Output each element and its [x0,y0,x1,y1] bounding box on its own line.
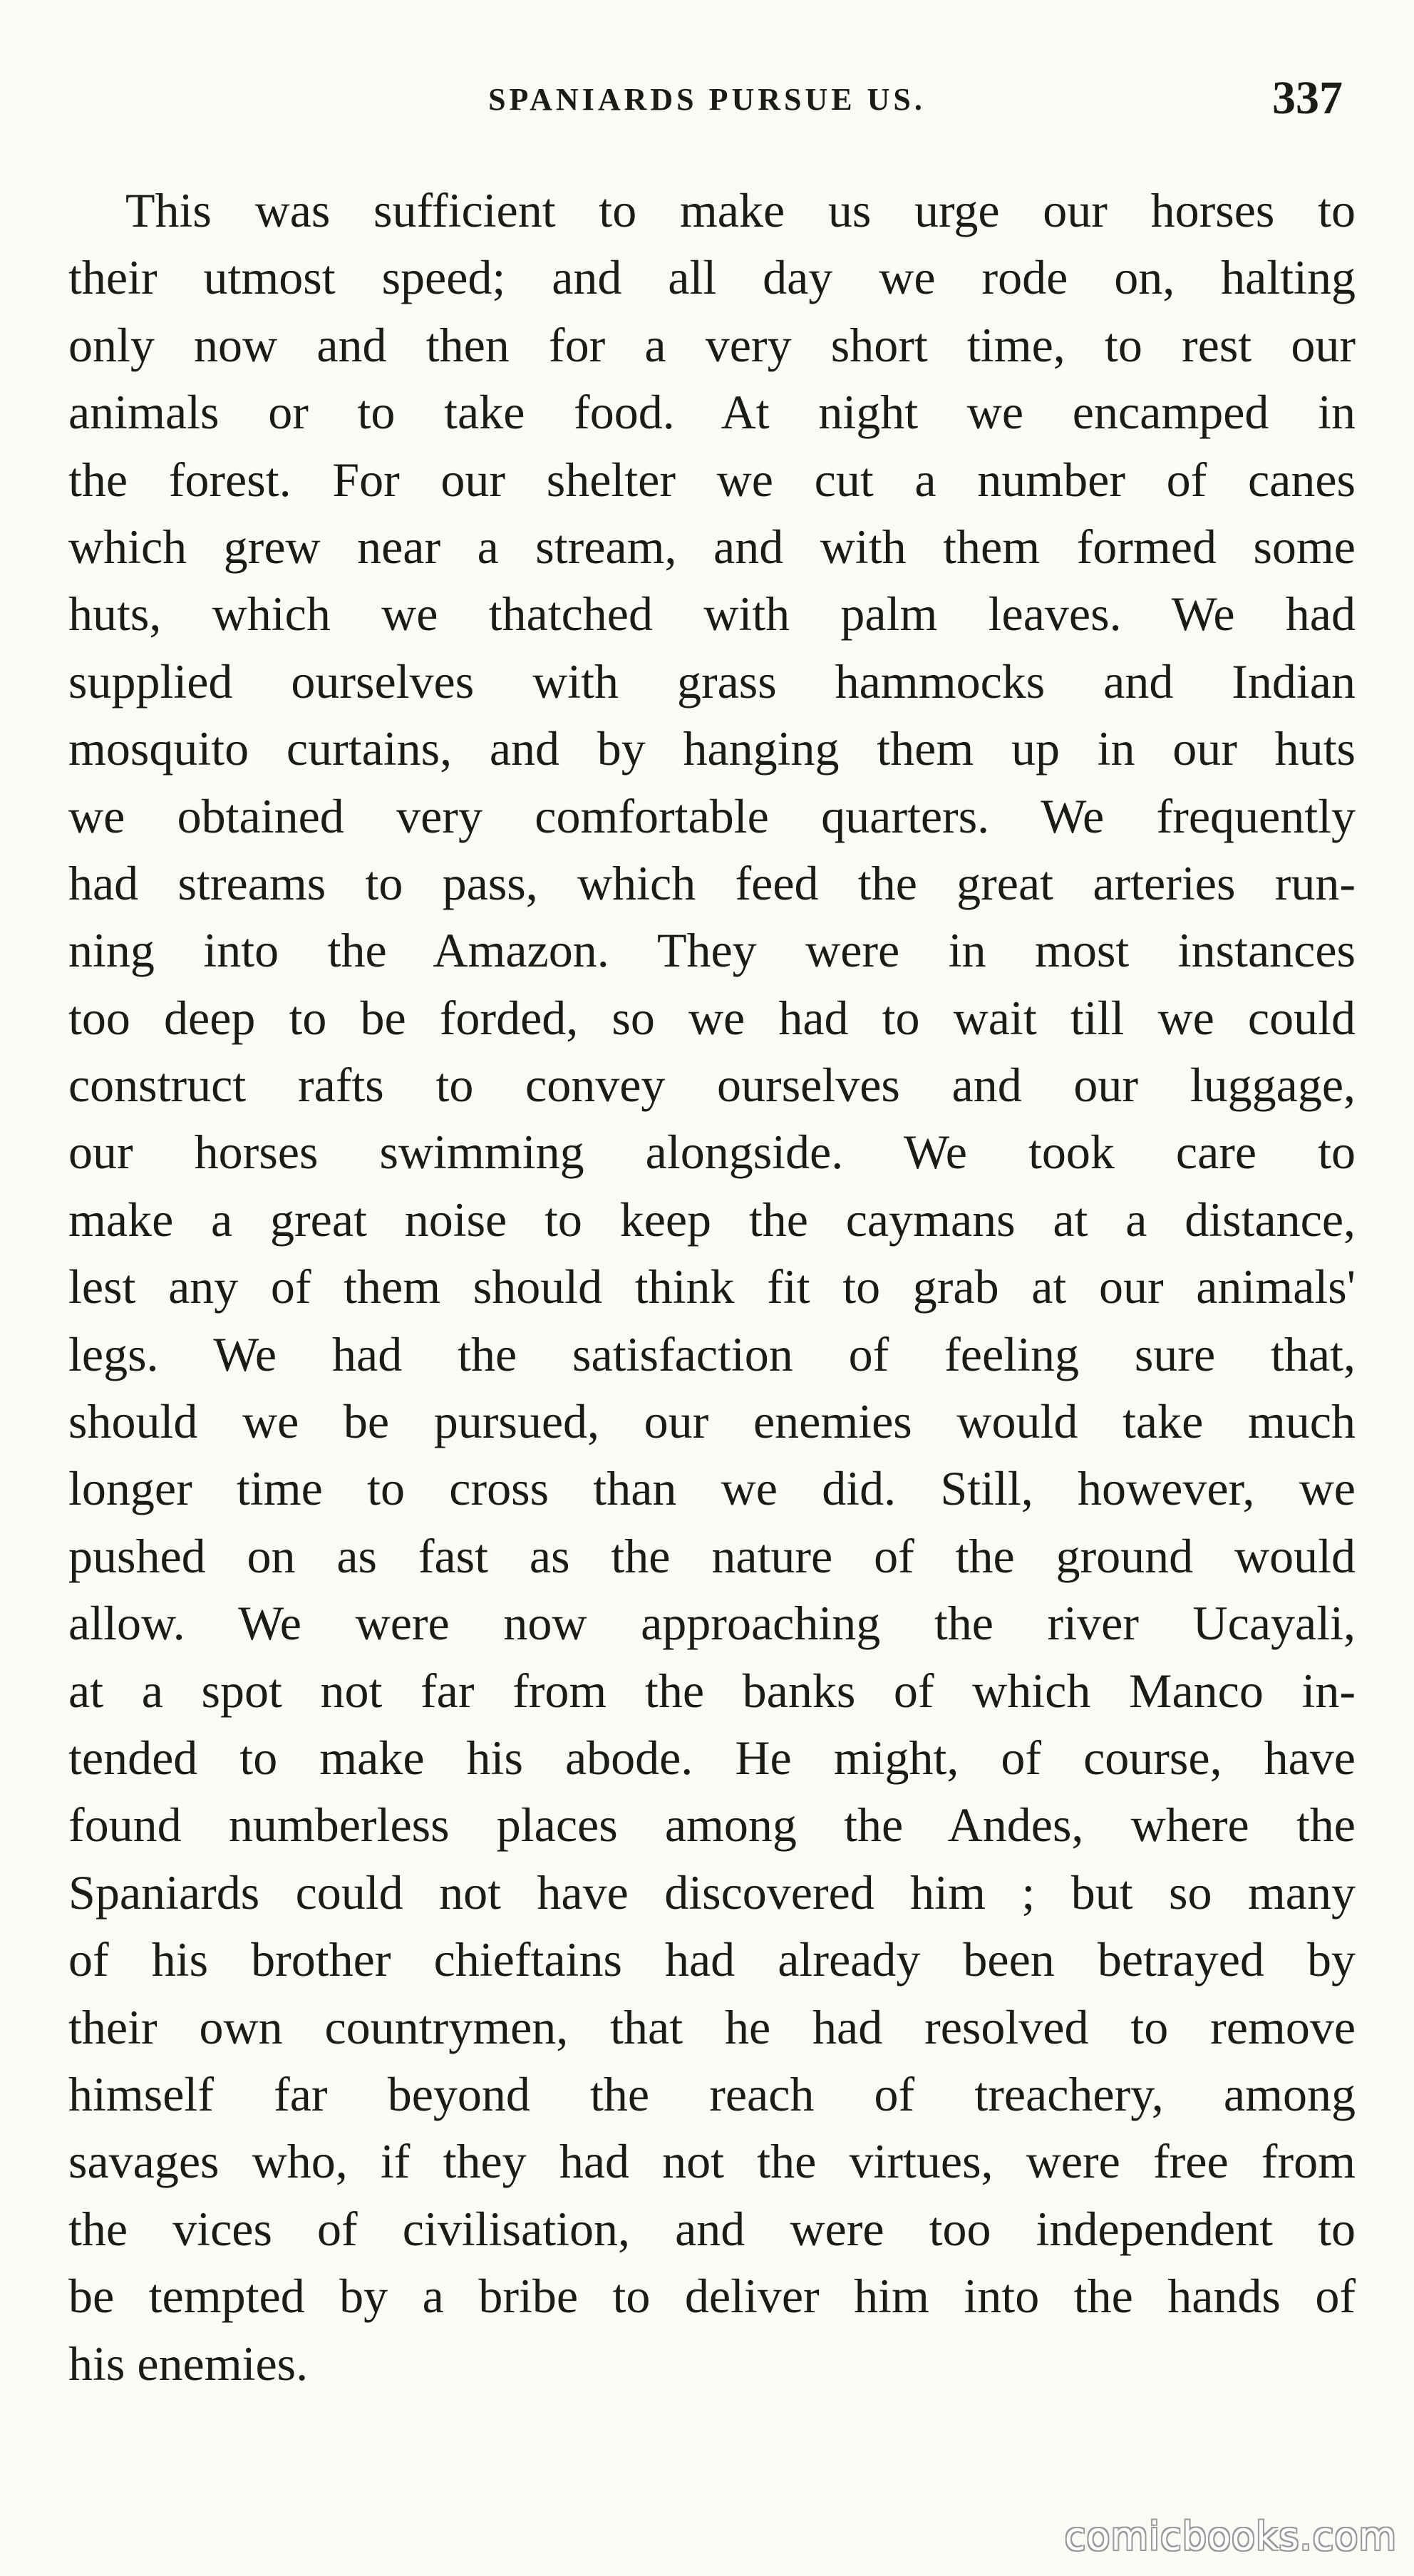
text-line: had streams to pass, which feed the great arteries run- [68,855,1356,910]
text-line: tended to make his abode. He might, of course, have [68,1730,1356,1785]
text-line: their own countrymen, that he had resolved to remove [68,1999,1356,2054]
text-line: should we be pursued, our enemies would take much [68,1394,1356,1449]
page-number: 337 [1272,72,1343,124]
text-line: pushed on as fast as the nature of the ground would [68,1528,1356,1583]
text-line: make a great noise to keep the caymans at a distance, [68,1192,1356,1247]
text-line: their utmost speed; and all day we rode on, halting [68,250,1356,305]
text-line: the forest. For our shelter we cut a number of canes [68,452,1356,507]
text-line: the vices of civilisation, and were too independent to [68,2201,1356,2256]
text-line: longer time to cross than we did. Still, however, we [68,1461,1356,1516]
text-line: we obtained very comfortable quarters. We frequently [68,788,1356,843]
text-line: ning into the Amazon. They were in most instances [68,923,1356,978]
text-line: at a spot not far from the banks of which Manco in- [68,1663,1356,1718]
running-header [0,71,1414,128]
text-line: This was sufficient to make us urge our horses to [125,183,1356,237]
text-line: only now and then for a very short time, to rest our [68,317,1356,372]
text-line: Spaniards could not have discovered him ; but so many [68,1865,1356,1920]
text-line: allow. We were now approaching the river Ucayali, [68,1596,1356,1651]
text-line: of his brother chieftains had already been betrayed by [68,1932,1356,1987]
text-line: mosquito curtains, and by hanging them up in our huts [68,721,1356,776]
text-line: his enemies. [68,2336,309,2391]
text-line: too deep to be forded, so we had to wait till we could [68,990,1356,1045]
running-title: SPANIARDS PURSUE US. [488,82,926,117]
text-line: which grew near a stream, and with them formed some [68,519,1356,574]
text-line: legs. We had the satisfaction of feeling sure that, [68,1326,1356,1381]
text-line: construct rafts to convey ourselves and our luggage, [68,1058,1356,1113]
text-line: animals or to take food. At night we encamped in [68,385,1356,440]
watermark: comicbooks.com [1064,2514,1397,2559]
body-paragraph [68,177,1356,2397]
text-line: be tempted by a bribe to deliver him into the hands of [68,2269,1356,2324]
text-line: our horses swimming alongside. We took care to [68,1125,1356,1180]
text-line: supplied ourselves with grass hammocks and Indian [68,654,1356,709]
text-line: lest any of them should think fit to grab at our animals' [68,1259,1356,1314]
text-line: huts, which we thatched with palm leaves. We had [68,587,1356,642]
text-line: savages who, if they had not the virtues, were free from [68,2134,1356,2189]
text-line: found numberless places among the Andes, where the [68,1798,1356,1853]
text-line: himself far beyond the reach of treachery, among [68,2066,1356,2121]
